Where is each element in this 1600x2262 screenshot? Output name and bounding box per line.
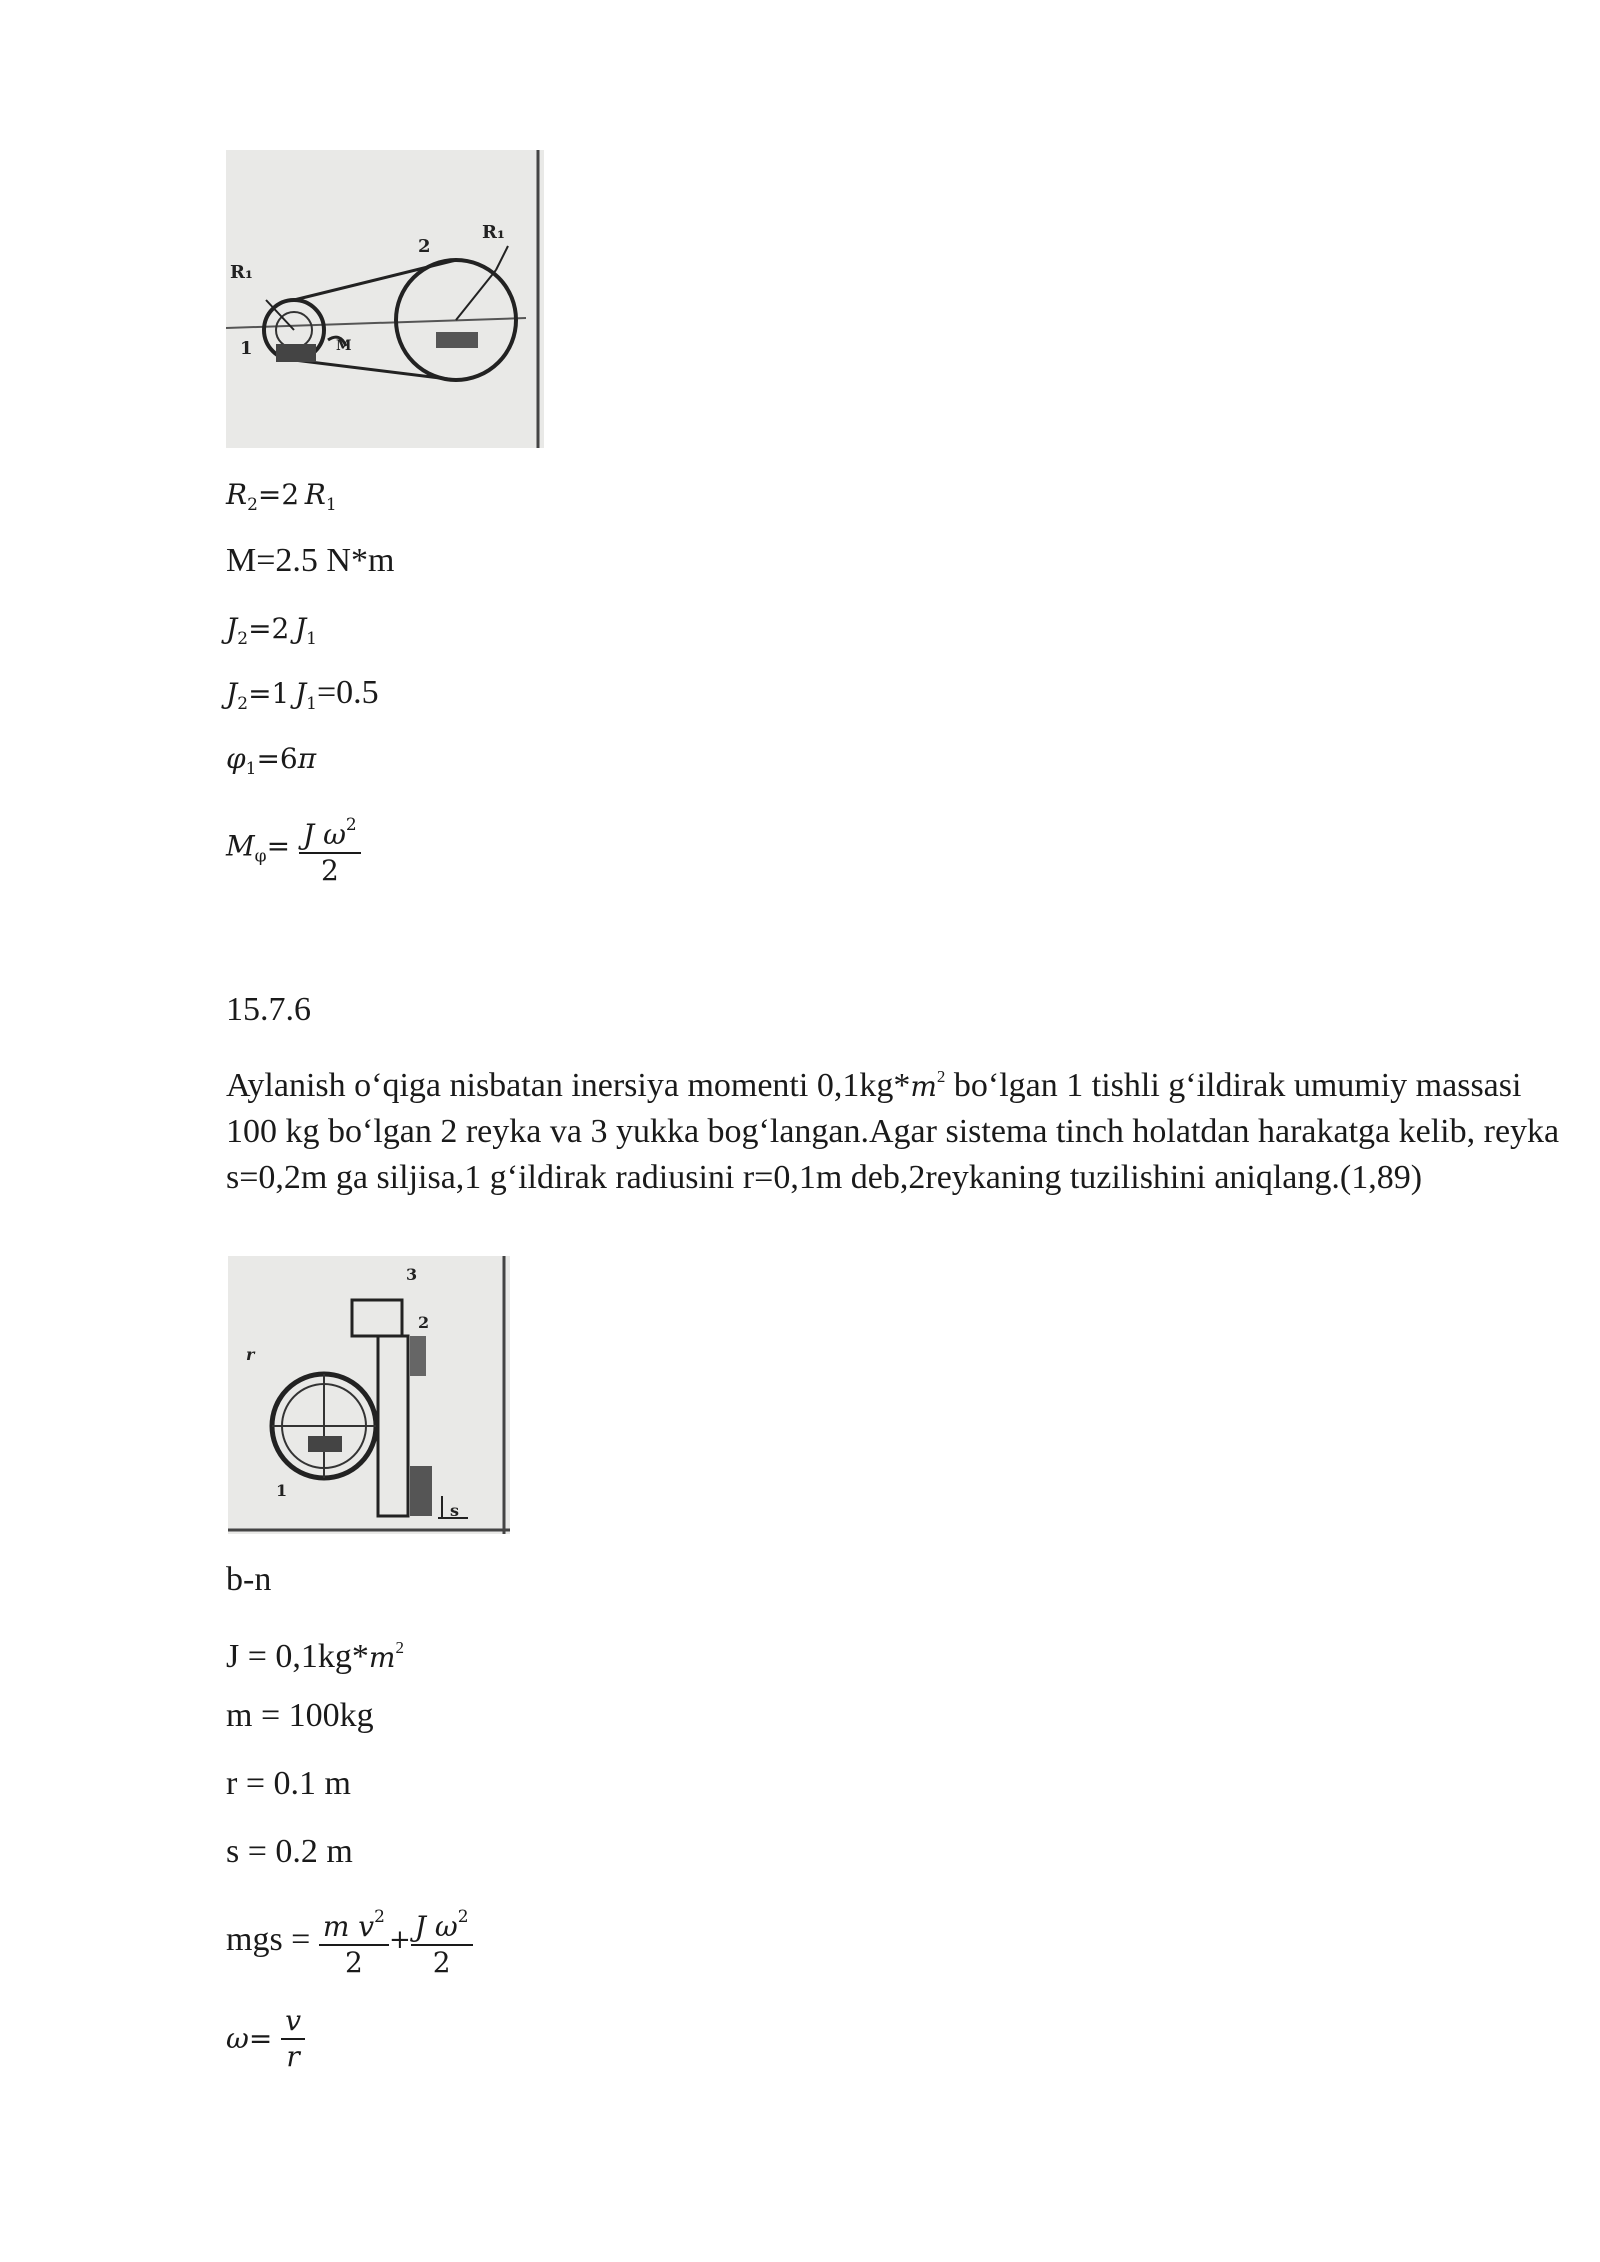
label-r1-right: R₁ [482, 222, 505, 243]
label-3: 3 [406, 1265, 418, 1284]
label-m: M [336, 338, 352, 354]
gear-rack-figure [228, 1256, 510, 1534]
label-r: r [246, 1345, 255, 1364]
problem-number: 15.7.6 [226, 991, 311, 1028]
inertia-values: $J_2=1$ $J_1=0.5$ [226, 674, 379, 714]
energy-equation: mgs = $\frac{m v^2}{2}$ + $\frac{J \omega^2}{2}$ [226, 1900, 473, 1980]
label-1: 1 [276, 1481, 288, 1500]
label-1: 1 [240, 338, 253, 359]
radius-given: r = 0.1 m [226, 1765, 351, 1802]
given-label: b-n [226, 1561, 272, 1598]
moment-value: M=2.5 N*m [226, 542, 395, 579]
inertia-relation: $J_2=2$ $J_1$ [226, 612, 317, 649]
label-r1-left: R₁ [230, 262, 253, 283]
angle-value: $\varphi_1=6\pi$ [226, 742, 317, 779]
mass-given: m = 100kg [226, 1697, 374, 1734]
label-2: 2 [418, 1313, 430, 1332]
problem-statement: Aylanish o‘qiga nisbatan inersiya momenti $0,1kg*m^2$ bo‘lgan 1 tishli g‘ildirak umumiy massasi 100 kg bo‘lgan 2 reyka va 3 yukka bog‘langan.Agar sistema tinch holatdan harakatga kelib, reyka s=0,2m ga siljisa,1 g‘ildirak radiusini r=0,1m deb,2reykaning tuzilishini aniqlang.(1,89) [226, 1067, 1560, 1196]
omega-relation: ω= $\frac{v}{r}$ [226, 2004, 305, 2074]
radius-relation: $R_2=2$ $R_1$ [226, 478, 337, 515]
work-formula: $M_\varphi=$ $\frac{J \omega^2}{2}$ [226, 808, 361, 888]
inertia-given: $J = 0,1kg*m^2$ [226, 1638, 404, 1675]
label-s: s [450, 1501, 460, 1520]
label-2: 2 [418, 236, 431, 257]
displacement-given: s = 0.2 m [226, 1833, 353, 1870]
belt-drive-figure [226, 150, 544, 448]
